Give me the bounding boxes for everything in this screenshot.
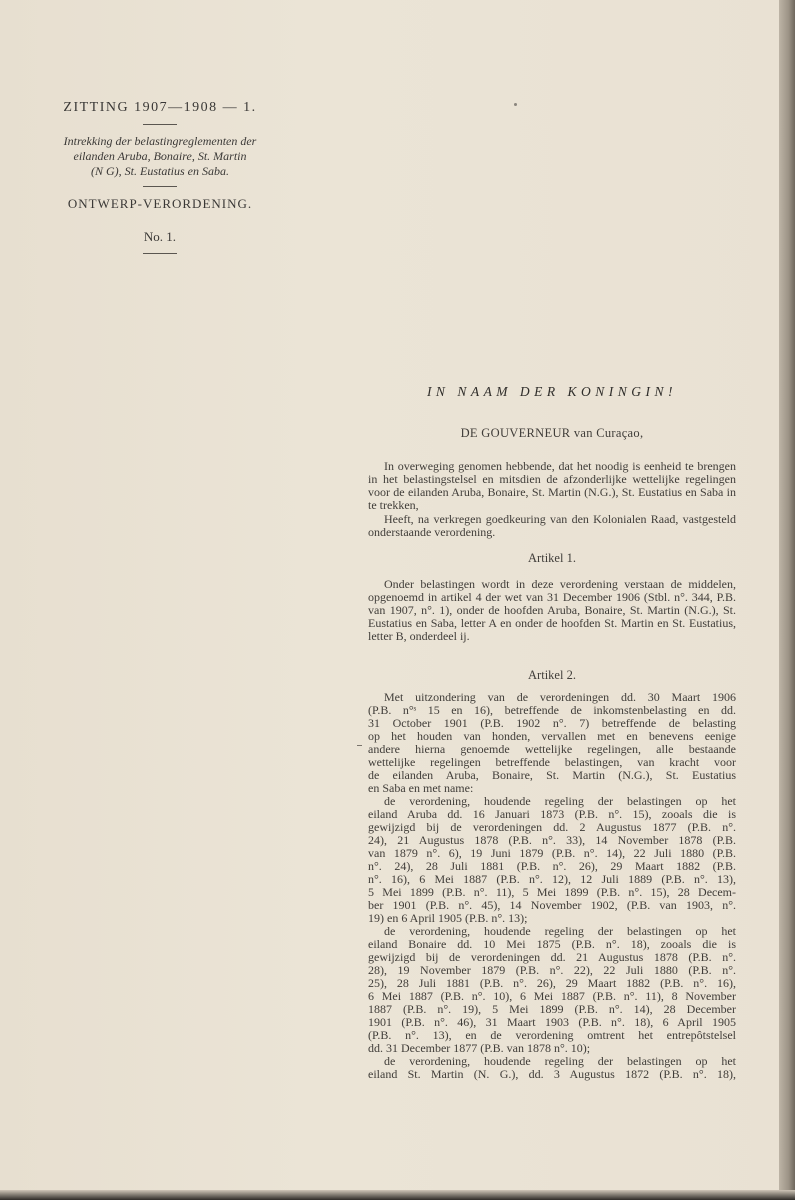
text-line: Met uitzondering van de verordeningen dd. 30 Maart 1906 [384,690,736,704]
text-line: de verordening, houdende regeling der belastingen op het [384,1054,736,1068]
text-line: andere hierna genoemde wettelijke regelingen, alle bestaande [368,742,736,756]
document-number: No. 1. [143,229,177,244]
preamble-paragraph-1: In overweging genomen hebbende, dat het noodig is eenheid te brengen in het belastingstelsel en mitsdien de afzonderlijke wettelijke regelingen voor de eilanden Aruba, Bonaire, St. Martin (N.G.), St. Eustatius en Saba in te trekken, [368,459,736,512]
text-line: de verordening, houdende regeling der belastingen op het [384,924,736,938]
divider-1 [143,124,177,125]
text-line: n°. 16), 6 Mei 1887 (P.B. n°. 12), 12 Juli 1889 (P.B. n°. 13), [368,872,736,886]
text-line: (P.B. n°. 13), en de verordening omtrent het entrepôtstelsel [368,1028,736,1042]
governor-heading: DE GOUVERNEUR van Curaçao, [460,426,644,440]
article-1-title: Artikel 1. [528,551,576,565]
text-line: 28), 19 November 1879 (P.B. n°. 22), 22 Juli 1880 (P.B. n°. [368,963,736,977]
text-line: (P.B. n°ˢ 15 en 16), betreffende de inkomstenbelasting en dd. [368,703,736,717]
speck [514,103,517,106]
text-line: eiland Bonaire dd. 10 Mei 1875 (P.B. n°. 18), zooals die is [368,937,736,951]
session-header: ZITTING 1907—1908 — 1. [63,100,257,115]
text-line: 25), 28 Juli 1881 (P.B. n°. 26), 29 Maart 1882 (P.B. n°. 16), [368,976,736,990]
article-2-text [368,691,736,1081]
margin-mark [357,745,362,746]
text-line: 31 October 1901 (P.B. 1902 n°. 7) betreffende de belasting [368,716,736,730]
subtitle-line: Intrekking der belastingreglementen der [63,134,257,148]
text-line: eiland Aruba dd. 16 Januari 1873 (P.B. n°. 15), zooals die is [368,807,736,821]
subtitle-line: eilanden Aruba, Bonaire, St. Martin [73,149,247,163]
article-2-title: Artikel 2. [528,668,576,682]
text-line: ber 1901 (P.B. n°. 45), 14 November 1902, (P.B. van 1903, n°. [368,898,736,912]
text-line: eiland St. Martin (N. G.), dd. 3 Augustus 1872 (P.B. n°. 18), [368,1067,736,1081]
text-line: 5 Mei 1899 (P.B. n°. 11), 5 Mei 1899 (P.B. n°. 15), 28 Decem- [368,885,736,899]
document-type: ONTWERP-VERORDENING. [67,196,253,211]
subtitle-line: (N G), St. Eustatius en Saba. [91,164,229,178]
text-line: van 1879 n°. 6), 19 Juni 1879 (P.B. n°. 14), 22 Juli 1880 (P.B. [368,846,736,860]
text-line: gewijzigd bij de verordeningen dd. 21 Augustus 1878 (P.B. n°. [368,950,736,964]
divider-2 [143,186,177,187]
text-line: wettelijke regelingen betreffende belastingen, van kracht voor [368,755,736,769]
text-line: 24), 21 Augustus 1878 (P.B. n°. 33), 14 November 1878 (P.B. [368,833,736,847]
text-line: 19) en 6 April 1905 (P.B. n°. 13); [368,911,528,925]
text-line: de verordening, houdende regeling der belastingen op het [384,794,736,808]
text-line: gewijzigd bij de verordeningen dd. 2 Augustus 1877 (P.B. n°. [368,820,736,834]
text-line: 1901 (P.B. n°. 46), 31 Maart 1903 (P.B. n°. 18), 6 April 1905 [368,1015,736,1029]
divider-3 [143,253,177,254]
text-line: 1887 (P.B. n°. 19), 5 Mei 1899 (P.B. n°. 14), 28 December [368,1002,736,1016]
preamble-paragraph-2: Heeft, na verkregen goedkeuring van den Kolonialen Raad, vastgesteld onderstaande verordening. [368,512,736,539]
text-line: de eilanden Aruba, Bonaire, St. Martin (N.G.), St. Eustatius [368,768,736,782]
text-line: n°. 24), 28 Juli 1881 (P.B. n°. 26), 29 Maart 1882 (P.B. [368,859,736,873]
text-line: en Saba en met name: [368,781,474,795]
document-subtitle [40,134,280,179]
text-line: dd. 31 December 1877 (P.B. van 1878 n°. 10); [368,1041,591,1055]
text-line: 6 Mei 1887 (P.B. n°. 10), 6 Mei 1887 (P.B. n°. 11), 8 November [368,989,736,1003]
text-line: op het houden van honden, vervallen met en benevens eenige [368,729,736,743]
royal-heading: IN NAAM DER KONINGIN! [426,384,678,399]
page-edge-right [779,0,795,1200]
article-1-text: Onder belastingen wordt in deze verordening verstaan de middelen, opgenoemd in artikel 4 der wet van 31 December 1906 (Stbl. n°. 344, P.B. van 1907, n°. 1), onder de hoofden Aruba, Bonaire, St. Martin (N.G.), St. Eustatius en Saba, letter A en onder de hoofden St. Martin en St. Eustatius, letter B, onderdeel ij. [368,577,736,643]
page-edge-bottom [0,1190,795,1200]
